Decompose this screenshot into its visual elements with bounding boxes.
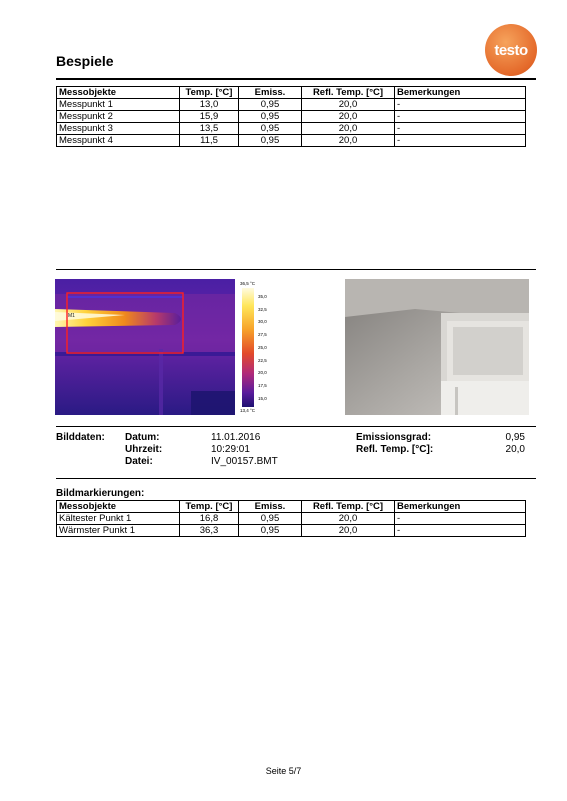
cell: - <box>395 513 526 525</box>
cell: 13,5 <box>180 123 239 135</box>
col-header: Messobjekte <box>57 501 180 513</box>
datei-value: IV_00157.BMT <box>211 456 278 467</box>
logo-text: testo <box>494 41 528 59</box>
section-rule <box>56 269 536 270</box>
col-header: Emiss. <box>239 501 302 513</box>
cell: Messpunkt 2 <box>57 111 180 123</box>
scale-min-label: 13,4 °C <box>240 408 256 413</box>
table-row <box>57 513 526 525</box>
scale-bar <box>242 288 254 407</box>
thermal-render <box>55 279 235 415</box>
datei-label: Datei: <box>125 456 153 467</box>
cell: Messpunkt 1 <box>57 99 180 111</box>
scale-tick: 20,0 <box>258 370 267 376</box>
table-row <box>57 111 526 123</box>
table-row <box>57 525 526 537</box>
table-header-row <box>57 501 526 513</box>
testo-logo <box>485 24 537 76</box>
cell: - <box>395 111 526 123</box>
cell: - <box>395 99 526 111</box>
markers-heading: Bildmarkierungen: <box>56 488 145 499</box>
scale-tick: 17,5 <box>258 382 267 388</box>
cell: Kältester Punkt 1 <box>57 513 180 525</box>
refl-label: Refl. Temp. [°C]: <box>356 444 434 455</box>
scale-tick: 22,5 <box>258 357 267 363</box>
col-header: Refl. Temp. [°C] <box>302 87 395 99</box>
scale-tick: 27,5 <box>258 332 267 338</box>
col-header: Refl. Temp. [°C] <box>302 501 395 513</box>
cell: - <box>395 123 526 135</box>
thermal-image <box>55 279 235 415</box>
col-header: Bemerkungen <box>395 87 526 99</box>
col-header: Bemerkungen <box>395 501 526 513</box>
header-rule <box>56 78 536 80</box>
table-row <box>57 123 526 135</box>
uhrzeit-label: Uhrzeit: <box>125 444 163 455</box>
cell: 20,0 <box>302 111 395 123</box>
scale-tick: 35,0 <box>258 294 267 299</box>
emission-label: Emissionsgrad: <box>356 432 432 443</box>
page-number: Seite 5/7 <box>265 766 302 776</box>
table-row <box>57 135 526 147</box>
measurement-table <box>56 86 526 147</box>
bilddaten-label: Bilddaten: <box>56 432 105 443</box>
cell: 20,0 <box>302 99 395 111</box>
uhrzeit-value: 10:29:01 <box>211 444 250 455</box>
cell: 0,95 <box>239 513 302 525</box>
col-header: Temp. [°C] <box>180 87 239 99</box>
cell: Messpunkt 3 <box>57 123 180 135</box>
col-header: Emiss. <box>239 87 302 99</box>
scale-tick: 30,0 <box>258 319 267 325</box>
cell: 11,5 <box>180 135 239 147</box>
refl-value: 20,0 <box>505 444 525 455</box>
cell: 16,8 <box>180 513 239 525</box>
temperature-scale <box>238 279 298 415</box>
cell: 20,0 <box>302 513 395 525</box>
emission-value: 0,95 <box>505 432 525 443</box>
cell: 0,95 <box>239 111 302 123</box>
cell: 0,95 <box>239 123 302 135</box>
scale-tick: 32,5 <box>258 306 267 312</box>
cell: 13,0 <box>180 99 239 111</box>
section-rule <box>56 478 536 479</box>
markers-table <box>56 500 526 537</box>
cell: 20,0 <box>302 135 395 147</box>
cell: 0,95 <box>239 135 302 147</box>
table-row <box>57 99 526 111</box>
col-header: Messobjekte <box>57 87 180 99</box>
cell: - <box>395 525 526 537</box>
real-photo <box>345 279 529 415</box>
cell: 36,3 <box>180 525 239 537</box>
col-header: Temp. [°C] <box>180 501 239 513</box>
cell: 0,95 <box>239 99 302 111</box>
cell: 20,0 <box>302 123 395 135</box>
cell: Messpunkt 4 <box>57 135 180 147</box>
cell: - <box>395 135 526 147</box>
datum-value: 11.01.2016 <box>211 432 261 443</box>
photo-render <box>345 279 529 415</box>
page-title: Bespiele <box>56 53 114 69</box>
scale-tick: 25,0 <box>258 344 267 350</box>
scale-tick: 15,0 <box>258 395 267 401</box>
section-rule <box>56 426 536 427</box>
svg-text:M1: M1 <box>68 313 75 319</box>
table-header-row <box>57 87 526 99</box>
datum-label: Datum: <box>125 432 160 443</box>
cell: 20,0 <box>302 525 395 537</box>
cell: Wärmster Punkt 1 <box>57 525 180 537</box>
scale-ticks <box>258 291 267 405</box>
cell: 15,9 <box>180 111 239 123</box>
cell: 0,95 <box>239 525 302 537</box>
scale-max-label: 36,5 °C <box>240 281 256 286</box>
